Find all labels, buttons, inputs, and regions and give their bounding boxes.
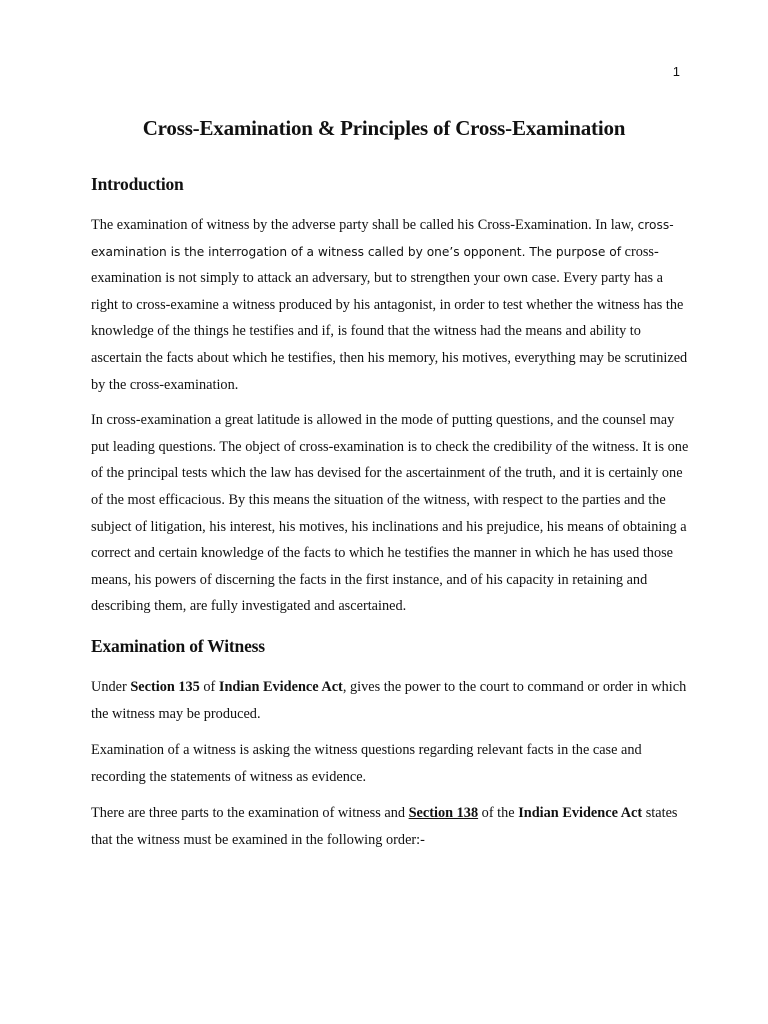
sec135-prefix: Under [91,678,131,695]
sec138-middle: of the [478,805,519,822]
document-body [91,170,691,853]
sec135-middle: of [199,678,219,695]
section-135-ref: Section 135 [130,678,200,695]
intro-sentence-1: The examination of witness by the adverse party shall be called his Cross-Examination. In law, [91,217,635,233]
intro-sentence-2: cross-examination is the interrogation of a witness called by one’s opponent. The purpose of [91,218,674,259]
paragraph-cross-examination-latitude: In cross-examination a great latitude is allowed in the mode of putting questions, and the counsel may put leading questions. The object of cross-examination is to check the credibility of the witness. It is one of the principal tests which the law has devised for the ascertainment of the truth, and it is certainly one of the most efficacious. By this means the situation of the witness, with respect to the parties and the subject of litigation, his interest, his motives, his inclinations and his prejudice, his means of obtaining a correct and certain knowledge of the facts to which he testifies the manner in which he has used those means, his powers of discerning the facts in the first instance, and of his capacity in retaining and describing them, are fully investigated and ascertained. [91,412,689,615]
indian-evidence-act-ref-2: Indian Evidence Act [518,805,643,822]
indian-evidence-act-ref: Indian Evidence Act [218,678,343,695]
paragraph-introduction [91,212,691,398]
document-title: Cross-Examination & Principles of Cross-Examination [142,116,626,140]
heading-examination-of-witness: Examination of Witness [91,635,265,656]
heading-introduction: Introduction [91,174,184,194]
section-138-ref: Section 138 [408,805,479,822]
paragraph-section-135 [91,674,691,727]
paragraph-section-138 [91,800,691,853]
sec138-suffix: states that the witness must be examined in the following order:- [91,805,678,848]
page-number: 1 [672,64,680,79]
sec138-prefix: There are three parts to the examination of witness and [91,805,409,822]
paragraph-examination-definition: Examination of a witness is asking the witness questions regarding relevant facts in the case and recording the statements of witness as evidence. [91,742,642,785]
intro-sentence-3: cross-examination is not simply to attack an adversary, but to strengthen your own case. Every party has a right to cross-examine a witness produced by his antagonist, in order to test whether the witness has the knowledge of the things he testifies and if, is found that the witness had the means and ability to ascertain the facts about which he testifies, then his memory, his motives, everything may be scrutinized by the cross-examination. [91,243,688,393]
sec135-suffix: , gives the power to the court to command or order in which the witness may be produced. [91,678,687,722]
